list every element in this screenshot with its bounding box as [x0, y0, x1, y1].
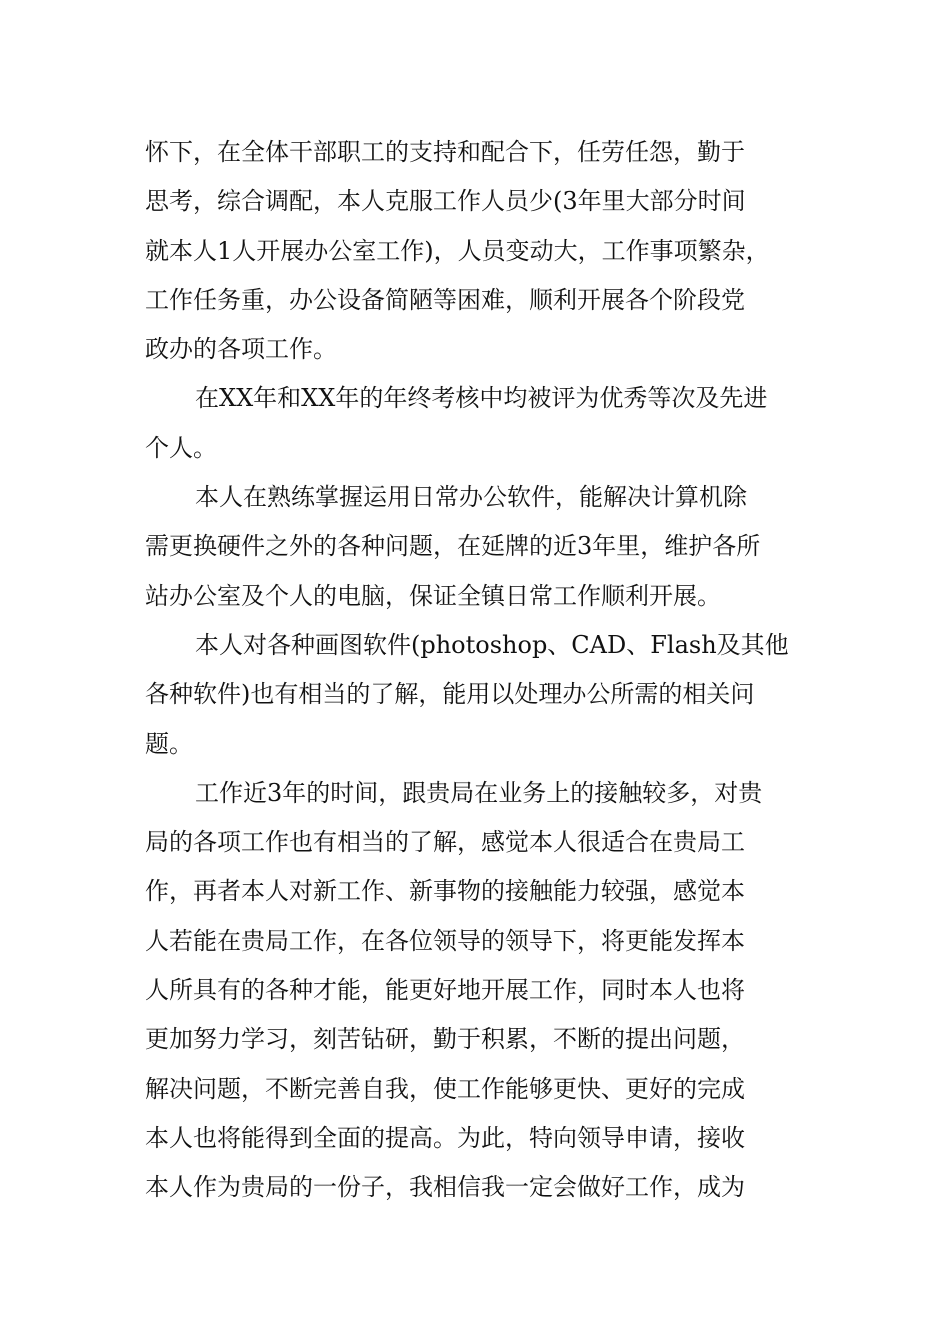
text-line: 本人也将能得到全面的提高。为此，特向领导申请，接收	[145, 1123, 745, 1152]
text-line: 人若能在贵局工作，在各位领导的领导下，将更能发挥本	[145, 926, 745, 955]
text-line: 解决问题，不断完善自我，使工作能够更快、更好的完成	[145, 1074, 745, 1103]
text-line: 个人。	[145, 433, 217, 462]
text-line: 局的各项工作也有相当的了解，感觉本人很适合在贵局工	[145, 828, 745, 857]
text-line: 需更换硬件之外的各种问题，在延牌的近3年里，维护各所	[145, 532, 761, 561]
paragraph	[145, 769, 810, 1213]
text-line: 站办公室及个人的电脑，保证全镇日常工作顺利开展。	[145, 581, 721, 610]
text-line: 人所具有的各种才能，能更好地开展工作，同时本人也将	[145, 976, 745, 1005]
paragraph	[145, 473, 810, 621]
text-line: 工作任务重，办公设备简陋等困难，顺利开展各个阶段党	[145, 285, 745, 314]
text-line: 各种软件)也有相当的了解，能用以处理办公所需的相关问	[145, 680, 755, 709]
paragraph	[145, 128, 810, 374]
text-line: 政办的各项工作。	[145, 335, 337, 364]
text-line: 本人在熟练掌握运用日常办公软件，能解决计算机除	[195, 483, 747, 512]
text-line: 思考，综合调配，本人克服工作人员少(3年里大部分时间	[145, 187, 746, 216]
paragraph	[145, 374, 810, 473]
text-line: 本人作为贵局的一份子，我相信我一定会做好工作，成为	[145, 1173, 745, 1202]
paragraph	[145, 621, 810, 769]
text-line: 在XX年和XX年的年终考核中均被评为优秀等次及先进	[195, 384, 768, 413]
text-line: 怀下，在全体干部职工的支持和配合下，任劳任怨，勤于	[145, 138, 745, 166]
text-line: 题。	[145, 729, 193, 758]
text-line: 就本人1人开展办公室工作)，人员变动大，工作事项繁杂，	[145, 236, 770, 265]
text-line: 本人对各种画图软件(photoshop、CAD、Flash及其他	[195, 630, 789, 659]
body-text	[145, 128, 810, 1213]
text-line: 更加努力学习，刻苦钻研，勤于积累，不断的提出问题，	[145, 1025, 745, 1054]
text-line: 工作近3年的时间，跟贵局在业务上的接触较多，对贵	[195, 778, 763, 807]
text-line: 作，再者本人对新工作、新事物的接触能力较强，感觉本	[145, 877, 745, 906]
